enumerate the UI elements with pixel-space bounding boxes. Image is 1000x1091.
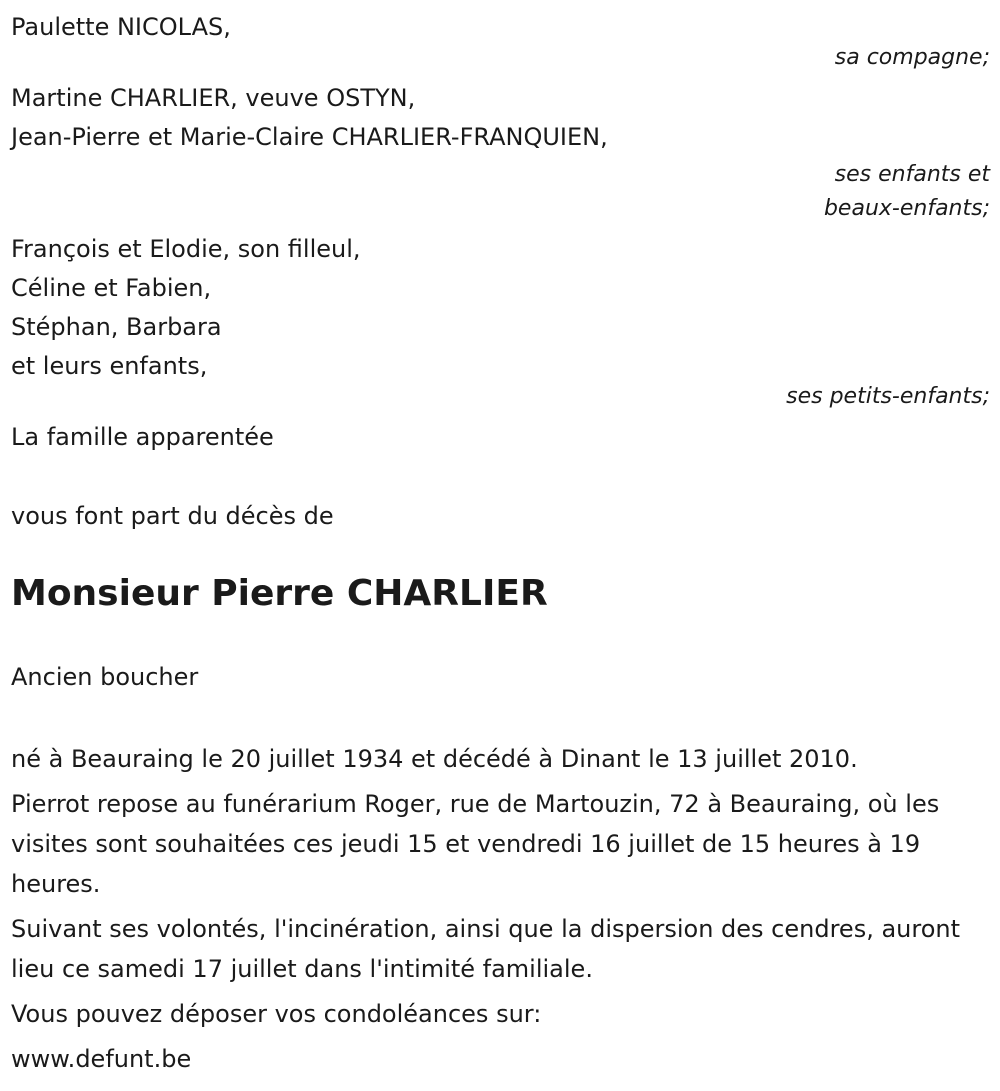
relatives-line: La famille apparentée: [11, 423, 274, 451]
birth-death-paragraph: né à Beauraing le 20 juillet 1934 et décédé à Dinant le 13 juillet 2010.: [11, 745, 858, 773]
grandchildren-role: ses petits-enfants;: [786, 384, 990, 409]
children-role: [11, 158, 990, 226]
condolences-prompt: Vous pouvez déposer vos condoléances sur:: [11, 1000, 542, 1028]
children-group: [11, 79, 990, 226]
partner-role: sa compagne;: [834, 45, 990, 70]
deceased-name: Monsieur Pierre CHARLIER: [11, 573, 548, 614]
children-role-line: beaux-enfants;: [823, 196, 990, 221]
partner-name: Paulette NICOLAS,: [11, 13, 231, 41]
child-name: Jean-Pierre et Marie-Claire CHARLIER-FRANQUIEN,: [11, 123, 608, 151]
ceremony-paragraph: Suivant ses volontés, l'incinération, ainsi que la dispersion des cendres, auront lieu ce samedi 17 juillet dans l'intimité familiale.: [11, 915, 961, 983]
children-role-line: ses enfants et: [834, 162, 990, 187]
deceased-profession: Ancien boucher: [11, 663, 199, 691]
grandchild-name: Céline et Fabien,: [11, 274, 212, 302]
partner-group: [11, 0, 990, 75]
grandchild-name: Stéphan, Barbara: [11, 313, 222, 341]
grandchild-name: et leurs enfants,: [11, 352, 208, 380]
child-name: Martine CHARLIER, veuve OSTYN,: [11, 84, 416, 112]
condolences-website-link[interactable]: www.defunt.be: [11, 1045, 192, 1073]
grandchild-name: François et Elodie, son filleul,: [11, 235, 361, 263]
visitation-paragraph: Pierrot repose au funérarium Roger, rue de Martouzin, 72 à Beauraing, où les visites sont souhaitées ces jeudi 15 et vendredi 16 juillet de 15 heures à 19 heures.: [11, 790, 940, 898]
announcement-line: vous font part du décès de: [11, 502, 334, 530]
grandchildren-group: [11, 230, 990, 414]
